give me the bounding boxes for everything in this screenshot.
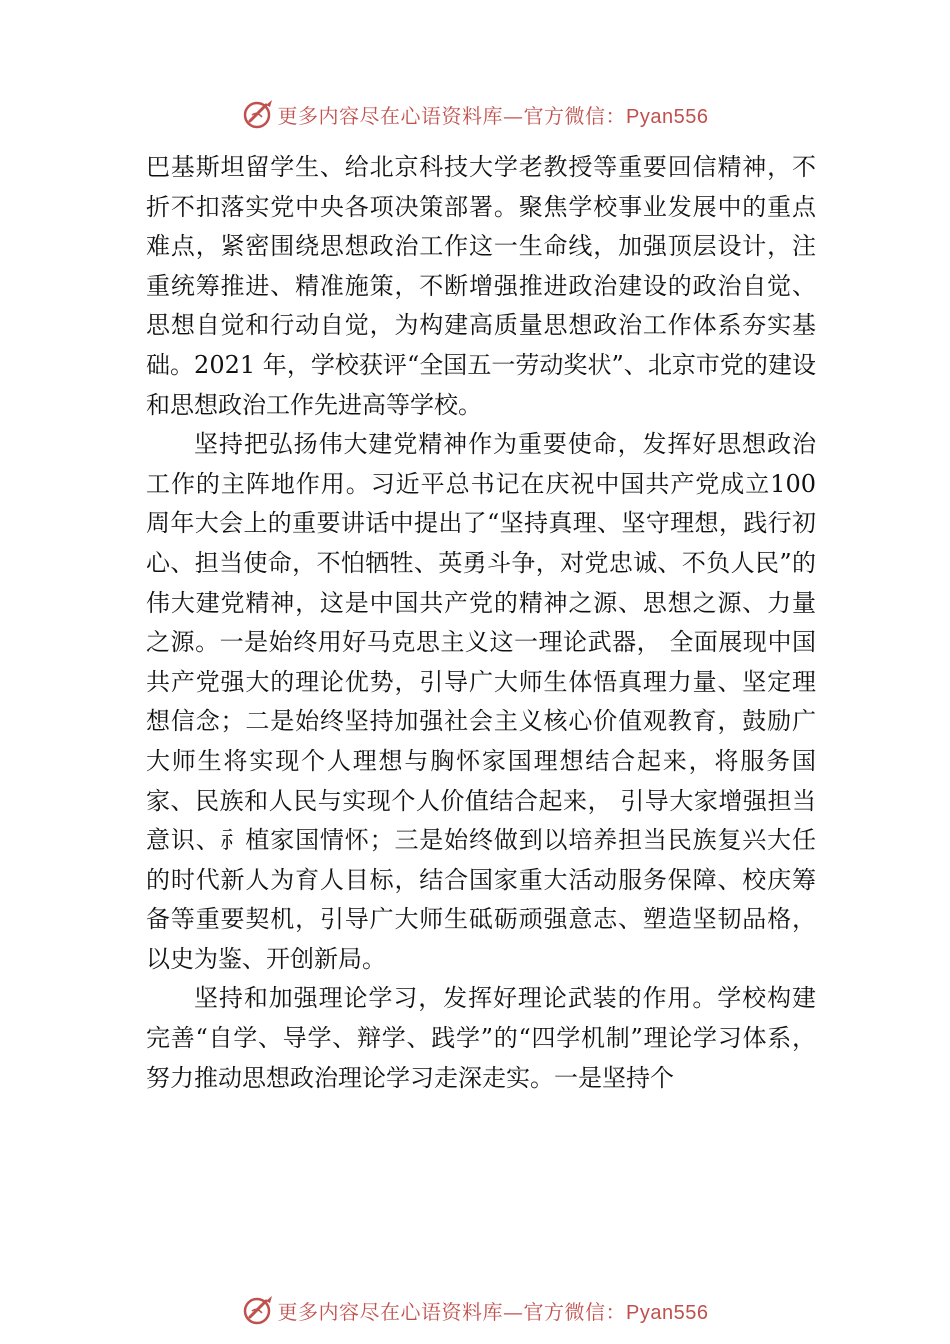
header-wechat-id: Pyan556: [626, 105, 709, 128]
document-body: [146, 148, 816, 1098]
paragraph-3: 坚持和加强理论学习，发挥好理论武装的作用。学校构建完善“自学、导学、辩学、践学”的“四学机制”理论学习体系，努力推动思想政治理论学习走深走实。一是坚持个: [146, 984, 816, 1092]
footer-banner-label: 更多内容尽在心语资料库—官方微信：: [277, 1299, 627, 1324]
footer-banner-text: [278, 1296, 709, 1325]
pen-logo-icon: [242, 1293, 276, 1327]
header-banner-label: 更多内容尽在心语资料库—官方微信：: [277, 103, 627, 128]
paragraph-2: 坚持把弘扬伟大建党精神作为重要使命，发挥好思想政治工作的主阵地作用。习近平总书记在庆祝中国共产党成立100 周年大会上的重要讲话中提出了“坚持真理、坚守理想，践行初心、担当使命，不怕牺牲、英勇斗争，对党忠诚、不负人民”的伟大建党精神，这是中国共产党的精神之源、思想之源、力量之源。一是始终用好马克思主义这一理论武器， 全面展现中国共产党强大的理论优势，引导广大师生体悟真理力量、坚定理想信念；二是始终坚持加强社会主义核心价值观教育，鼓励广大师生将实现个人理想与胸怀家国理想结合起来，将服务国家、民族和人民与实现个人价值结合起来， 引导大家增强担当意识、⺬植家国情怀；三是始终做到以培养担当民族复兴大任的时代新人为育人目标，结合国家重大活动服务保障、校庆筹备等重要契机，引导广大师生砥砺顽强意志、塑造坚韧品格，以史为鉴、开创新局。: [146, 430, 816, 973]
header-banner: [0, 94, 950, 134]
paragraph-1: 巴基斯坦留学生、给北京科技大学老教授等重要回信精神，不折不扣落实党中央各项决策部署。聚焦学校事业发展中的重点难点，紧密围绕思想政治工作这一生命线，加强顶层设计，注重统筹推进、精准施策，不断增强推进政治建设的政治自觉、思想自觉和行动自觉，为构建高质量思想政治工作体系夯实基础。2021 年，学校获评“全国五一劳动奖状”、北京市党的建设和思想政治工作先进高等学校。: [146, 153, 816, 419]
header-banner-text: [278, 100, 709, 129]
pen-logo-icon: [242, 97, 276, 131]
footer-wechat-id: Pyan556: [626, 1301, 709, 1324]
footer-banner: [0, 1290, 950, 1330]
